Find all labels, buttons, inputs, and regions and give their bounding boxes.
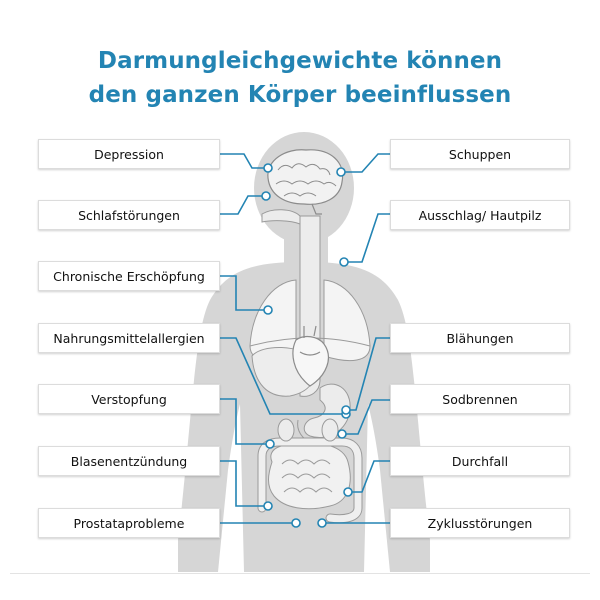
label-durchfall: Durchfall <box>390 446 570 476</box>
dot-zyklus <box>318 519 326 527</box>
baseline-divider <box>10 573 590 574</box>
label-nahrungsmittelallergien: Nahrungsmittelallergien <box>38 323 220 353</box>
dot-sodbrennen <box>338 430 346 438</box>
dot-depression <box>264 164 272 172</box>
title-line-2: den ganzen Körper beeinflussen <box>88 82 512 108</box>
label-verstopfung: Verstopfung <box>38 384 220 414</box>
label-blasenentzuendung: Blasenentzündung <box>38 446 220 476</box>
dot-durchfall <box>344 488 352 496</box>
dot-schlaf <box>262 192 270 200</box>
label-schlafstoerungen: Schlafstörungen <box>38 200 220 230</box>
dot-schuppen <box>337 168 345 176</box>
label-zyklusstoerungen: Zyklusstörungen <box>390 508 570 538</box>
dot-verstopfung <box>266 440 274 448</box>
label-prostataprobleme: Prostataprobleme <box>38 508 220 538</box>
label-ausschlag-hautpilz: Ausschlag/ Hautpilz <box>390 200 570 230</box>
dot-prostata <box>292 519 300 527</box>
label-schuppen: Schuppen <box>390 139 570 169</box>
dot-erschoepfung <box>264 306 272 314</box>
dot-blase <box>264 502 272 510</box>
label-chronische-erschoepfung: Chronische Erschöpfung <box>38 261 220 291</box>
label-depression: Depression <box>38 139 220 169</box>
label-sodbrennen: Sodbrennen <box>390 384 570 414</box>
dot-ausschlag <box>340 258 348 266</box>
small-intestine-icon <box>269 444 351 509</box>
label-blaehungen: Blähungen <box>390 323 570 353</box>
dot-blaehungen <box>342 406 350 414</box>
title-line-1: Darmungleichgewichte können <box>97 48 503 74</box>
